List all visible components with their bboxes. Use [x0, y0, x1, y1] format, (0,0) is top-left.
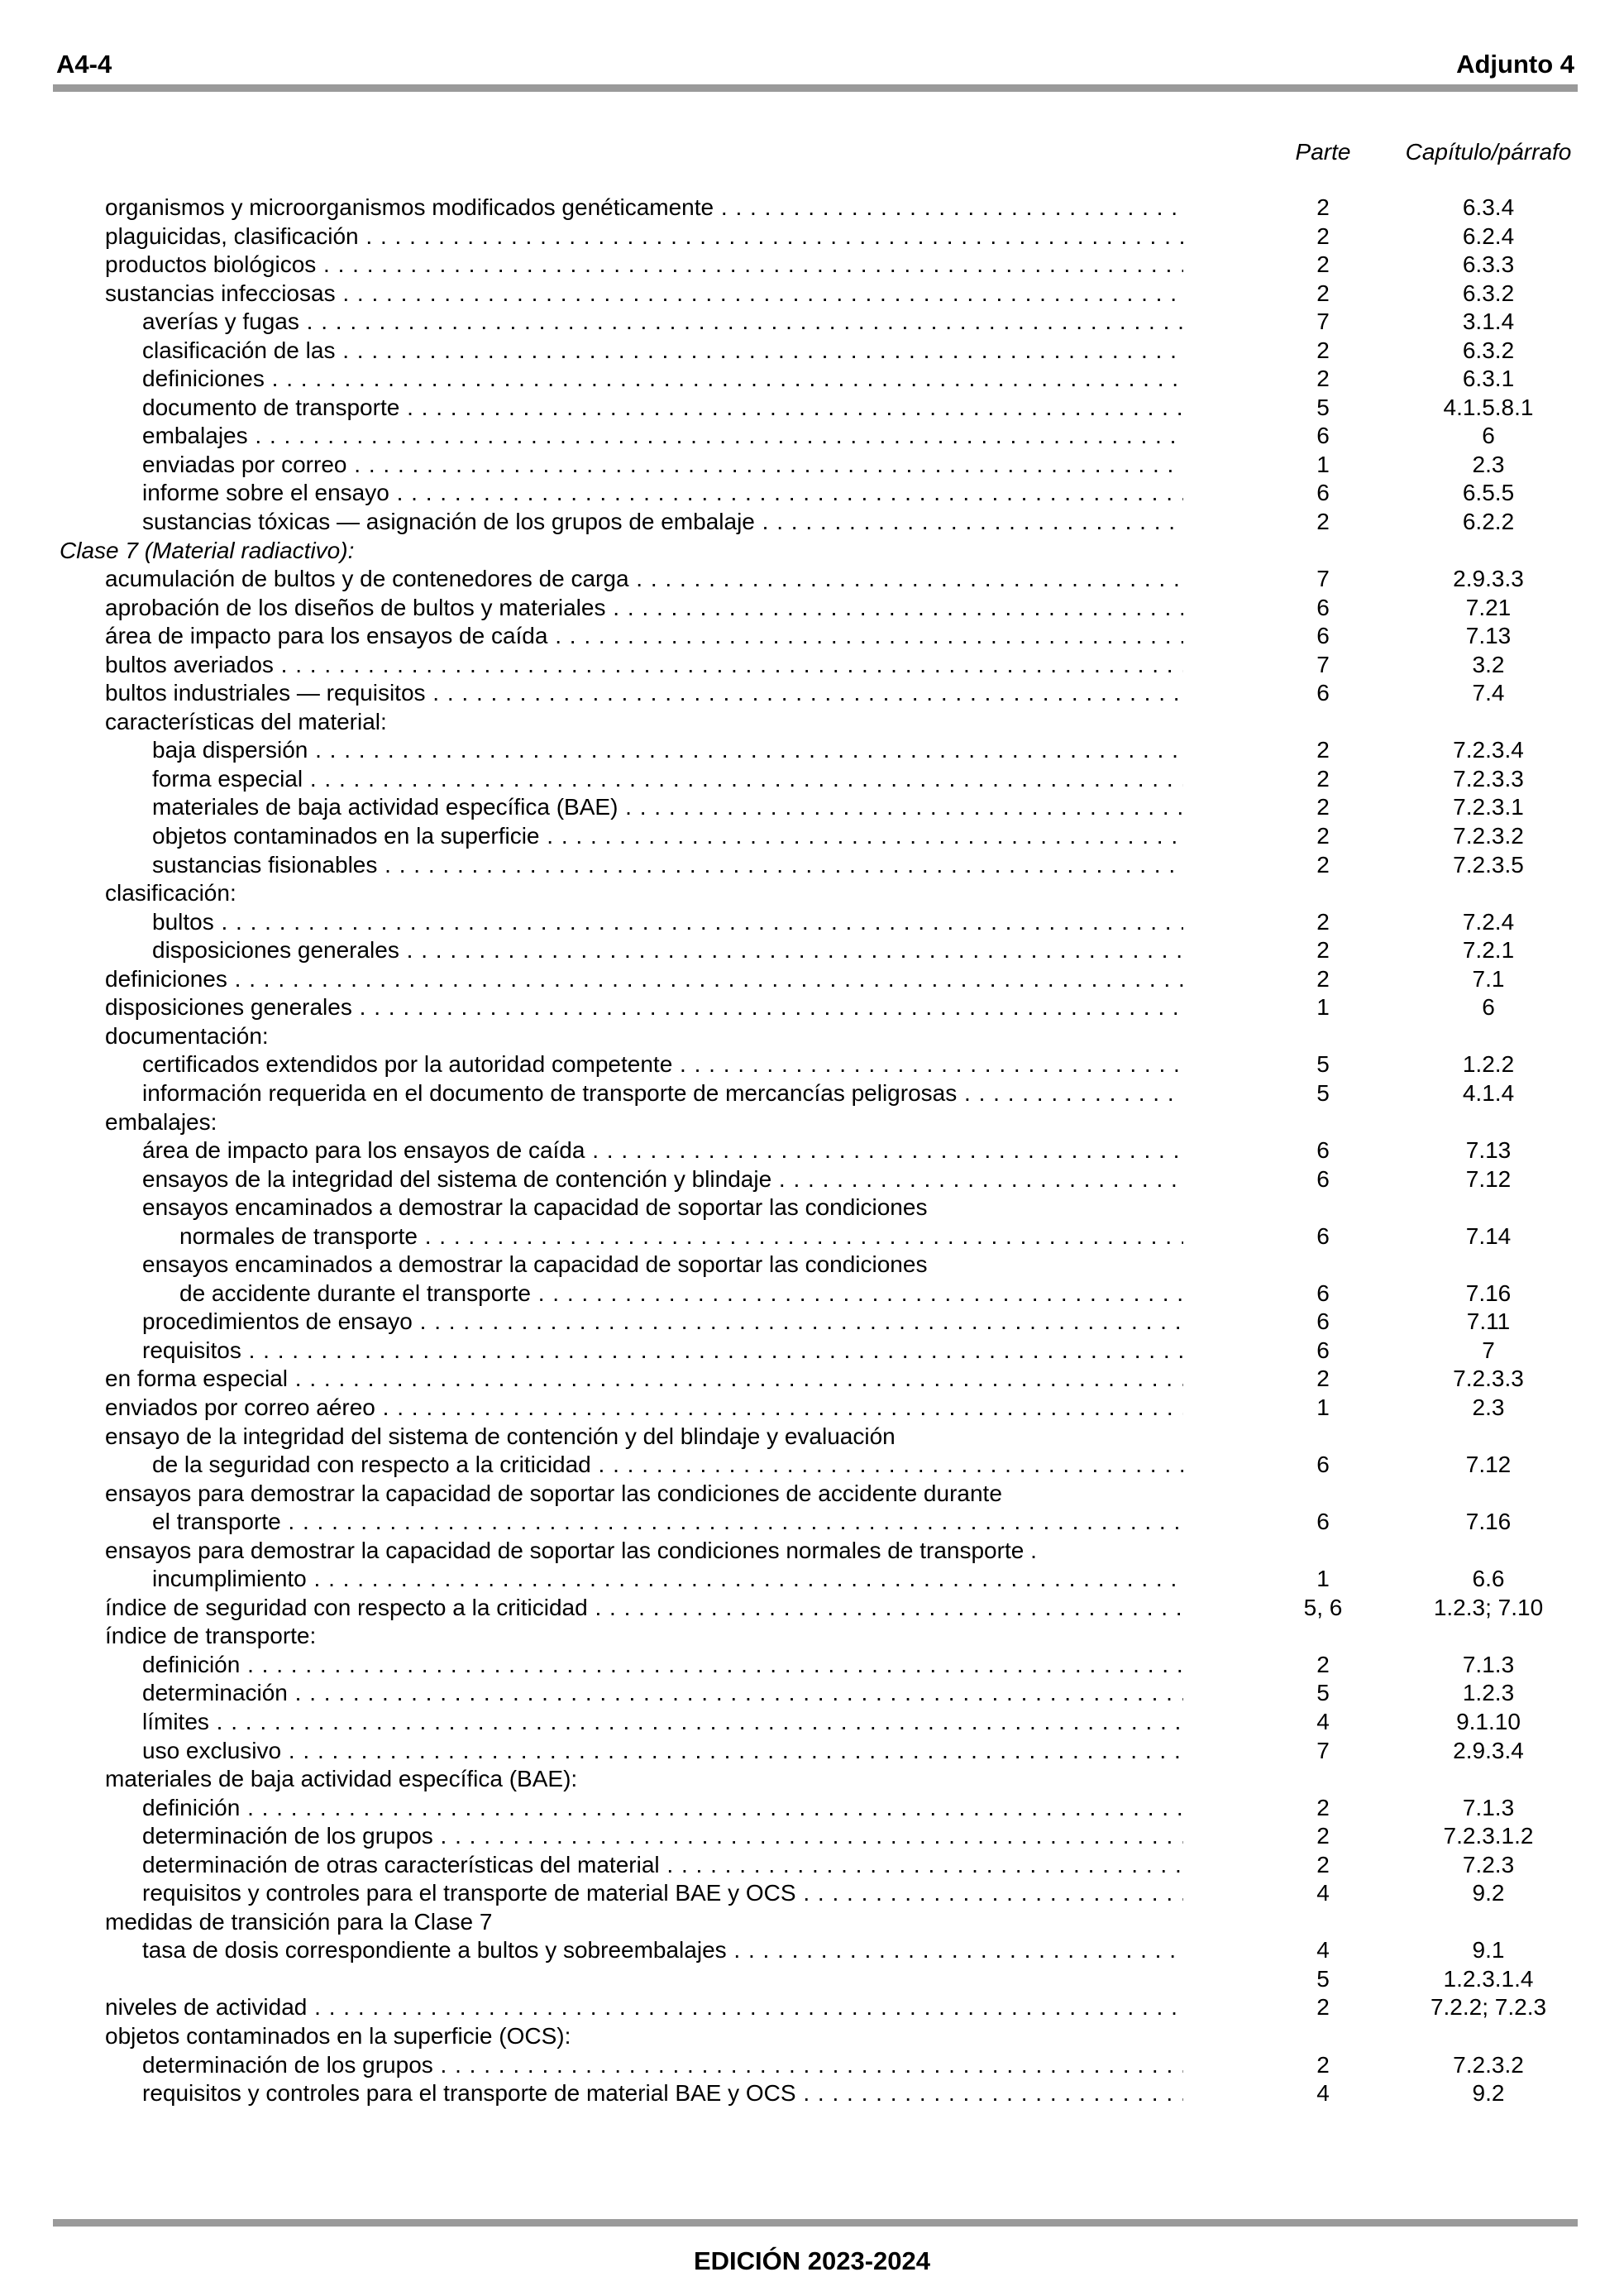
- index-entry: [0, 1537, 1624, 1566]
- entry-parte: 6: [1316, 1137, 1330, 1164]
- entry-parte: 5: [1316, 1680, 1330, 1706]
- entry-text: baja dispersión . . .: [152, 736, 1183, 765]
- index-entry: [0, 1879, 1624, 1908]
- entry-text: sustancias tóxicas — asignación de los grupos de embalaje . . .: [142, 508, 1183, 537]
- page-number: A4-4: [56, 50, 112, 79]
- entry-text: de la seguridad con respecto a la criticidad . . .: [152, 1451, 1183, 1480]
- index-entry: [0, 1193, 1624, 1222]
- entry-text: límites . . .: [142, 1708, 1183, 1737]
- index-entry: [0, 1993, 1624, 2022]
- entry-text: definición . . .: [142, 1794, 1183, 1823]
- index-entry: [0, 308, 1624, 337]
- entry-parte: 2: [1316, 1994, 1330, 2021]
- entry-text: acumulación de bultos y de contenedores de carga . . .: [105, 565, 1183, 594]
- entry-parte: 1: [1316, 451, 1330, 477]
- entry-parte: 6: [1316, 623, 1330, 649]
- entry-capitulo: 7.13: [1465, 623, 1512, 649]
- entry-text: sustancias fisionables . . .: [152, 851, 1183, 880]
- entry-capitulo: 3.1.4: [1462, 309, 1515, 335]
- entry-text: área de impacto para los ensayos de caída . . .: [105, 622, 1183, 651]
- index-entry: [0, 1050, 1624, 1079]
- entry-parte: 2: [1316, 765, 1330, 792]
- entry-text: determinación de los grupos . . .: [142, 1822, 1183, 1851]
- entry-text: ensayos encaminados a demostrar la capacidad de soportar las condiciones: [142, 1251, 928, 1278]
- entry-capitulo: 6.3.2: [1462, 337, 1515, 363]
- index-entry: [0, 537, 1624, 566]
- entry-parte: 1: [1316, 1566, 1330, 1592]
- entry-capitulo: 7.1: [1472, 965, 1505, 992]
- entry-parte: 2: [1316, 823, 1330, 849]
- entry-text: forma especial . . .: [152, 765, 1183, 794]
- index-entry: [0, 1908, 1624, 1937]
- entry-capitulo: 6: [1482, 423, 1495, 449]
- entry-text: bultos . . .: [152, 908, 1183, 937]
- entry-capitulo: 6.3.2: [1462, 280, 1515, 306]
- entry-parte: 6: [1316, 1280, 1330, 1306]
- entry-text: objetos contaminados en la superficie (OCS):: [105, 2023, 571, 2049]
- index-entry: [0, 2079, 1624, 2108]
- index-entry: [0, 1822, 1624, 1851]
- entry-text: ensayos de la integridad del sistema de contención y blindaje . . .: [142, 1165, 1183, 1194]
- entry-capitulo: 6.3.3: [1462, 251, 1515, 278]
- entry-text: normales de transporte . . .: [179, 1222, 1183, 1251]
- index-entry: [0, 451, 1624, 480]
- footer-rule: [53, 2219, 1578, 2227]
- entry-text: determinación de otras características del material . . .: [142, 1851, 1183, 1880]
- index-entry: [0, 1508, 1624, 1537]
- index-entry: [0, 394, 1624, 423]
- index-entry: [0, 736, 1624, 765]
- entry-text: información requerida en el documento de transporte de mercancías peligrosas . . .: [142, 1079, 1183, 1108]
- entry-capitulo: 7.2.1: [1462, 937, 1515, 964]
- entry-parte: 2: [1316, 908, 1330, 935]
- edition-footer: EDICIÓN 2023-2024: [693, 2246, 931, 2275]
- entry-parte: 7: [1316, 309, 1330, 335]
- entry-text: el transporte . . .: [152, 1508, 1183, 1537]
- entry-text: materiales de baja actividad específica (BAE) . . .: [152, 793, 1183, 822]
- entry-capitulo: 7.2.3.1.2: [1443, 1823, 1534, 1849]
- index-entry: [0, 622, 1624, 651]
- entry-text: incumplimiento . . .: [152, 1565, 1183, 1594]
- entry-capitulo: 7.16: [1465, 1509, 1512, 1535]
- entry-capitulo: 7.2.3: [1462, 1851, 1515, 1877]
- index-entry: [0, 1365, 1624, 1394]
- index-entry: [0, 337, 1624, 366]
- entry-text: sustancias infecciosas . . .: [105, 280, 1183, 309]
- index-entry: [0, 222, 1624, 251]
- entry-text: documentación:: [105, 1022, 269, 1049]
- index-entry: [0, 1965, 1624, 1994]
- entry-text: certificados extendidos por la autoridad competente . . .: [142, 1050, 1183, 1079]
- entry-capitulo: 6.2.2: [1462, 509, 1515, 535]
- entry-parte: 5: [1316, 1079, 1330, 1106]
- entry-parte: 7: [1316, 651, 1330, 677]
- entry-text: área de impacto para los ensayos de caída . . .: [142, 1136, 1183, 1165]
- index-entry: [0, 1679, 1624, 1708]
- index-entry: [0, 993, 1624, 1022]
- entry-capitulo: 3.2: [1472, 651, 1505, 677]
- index-entry: [0, 1594, 1624, 1623]
- index-entry: [0, 679, 1624, 708]
- index-entry: [0, 765, 1624, 794]
- entry-capitulo: 4.1.5.8.1: [1443, 394, 1534, 420]
- entry-parte: 4: [1316, 1708, 1330, 1734]
- entry-text: Clase 7 (Material radiactivo):: [60, 537, 355, 563]
- entry-capitulo: 6.6: [1472, 1566, 1505, 1592]
- entry-parte: 4: [1316, 2080, 1330, 2107]
- entry-parte: 1: [1316, 1394, 1330, 1420]
- entry-parte: 2: [1316, 1366, 1330, 1392]
- entry-text: plaguicidas, clasificación . . .: [105, 222, 1183, 251]
- column-header-parte: Parte: [1295, 139, 1351, 165]
- entry-capitulo: 7.2.3.4: [1453, 737, 1524, 763]
- entry-text: ensayos para demostrar la capacidad de soportar las condiciones normales de transporte .: [105, 1537, 1037, 1563]
- entry-capitulo: 7.2.4: [1462, 908, 1515, 935]
- index-entry: [0, 822, 1624, 851]
- entry-parte: 5, 6: [1303, 1594, 1343, 1620]
- entry-text: embalajes . . .: [142, 422, 1183, 451]
- entry-parte: 6: [1316, 423, 1330, 449]
- index-entry: [0, 936, 1624, 965]
- index-entry: [0, 1708, 1624, 1737]
- entry-text: determinación . . .: [142, 1679, 1183, 1708]
- entry-capitulo: 2.9.3.4: [1453, 1737, 1524, 1763]
- entry-text: definiciones . . .: [105, 965, 1183, 994]
- entry-capitulo: 7.2.2; 7.2.3: [1430, 1994, 1547, 2021]
- index-entry: [0, 251, 1624, 280]
- index-entry: [0, 651, 1624, 680]
- index-entry: [0, 1936, 1624, 1965]
- entry-capitulo: 7.12: [1465, 1452, 1512, 1478]
- index-entry: [0, 1022, 1624, 1051]
- entry-capitulo: 1.2.2: [1462, 1051, 1515, 1078]
- entry-capitulo: 7.2.3.5: [1453, 851, 1524, 878]
- entry-parte: 2: [1316, 366, 1330, 392]
- entry-parte: 4: [1316, 1880, 1330, 1906]
- index-entry: [0, 1480, 1624, 1509]
- entry-capitulo: 2.3: [1472, 451, 1505, 477]
- index-entry: [0, 1337, 1624, 1366]
- entry-parte: 6: [1316, 1337, 1330, 1363]
- entry-parte: 6: [1316, 1222, 1330, 1249]
- entry-parte: 5: [1316, 394, 1330, 420]
- index-entry: [0, 1251, 1624, 1280]
- section-title: Adjunto 4: [1456, 50, 1574, 79]
- entry-text: uso exclusivo . . .: [142, 1737, 1183, 1766]
- entry-text: requisitos . . .: [142, 1337, 1183, 1366]
- entry-capitulo: 1.2.3.1.4: [1443, 1965, 1534, 1992]
- index-entry: [0, 280, 1624, 309]
- index-entry: [0, 194, 1624, 222]
- entry-capitulo: 7.2.3.2: [1453, 823, 1524, 849]
- entry-capitulo: 6: [1482, 994, 1495, 1021]
- index-entry: [0, 1451, 1624, 1480]
- entry-capitulo: 6.2.4: [1462, 222, 1515, 249]
- entry-capitulo: 9.1.10: [1456, 1708, 1521, 1734]
- index-entry: [0, 1136, 1624, 1165]
- index-entry: [0, 1108, 1624, 1137]
- entry-text: medidas de transición para la Clase 7: [105, 1908, 493, 1935]
- entry-text: requisitos y controles para el transporte de material BAE y OCS . . .: [142, 2079, 1183, 2108]
- entry-text: en forma especial . . .: [105, 1365, 1183, 1394]
- entry-capitulo: 7.1.3: [1462, 1794, 1515, 1820]
- entry-capitulo: 6.3.1: [1462, 366, 1515, 392]
- entry-capitulo: 6.3.4: [1462, 194, 1515, 220]
- entry-parte: 6: [1316, 594, 1330, 620]
- entry-capitulo: 7.2.3.2: [1453, 2051, 1524, 2078]
- entry-parte: 2: [1316, 222, 1330, 249]
- entry-text: ensayos para demostrar la capacidad de soportar las condiciones de accidente durante: [105, 1480, 1002, 1506]
- entry-capitulo: 9.1: [1472, 1937, 1505, 1964]
- index-entry: [0, 1565, 1624, 1594]
- index-entry: [0, 2022, 1624, 2051]
- entry-parte: 6: [1316, 680, 1330, 706]
- entry-capitulo: 2.3: [1472, 1394, 1505, 1420]
- entry-capitulo: 7.2.3.3: [1453, 1366, 1524, 1392]
- entry-capitulo: 7.1.3: [1462, 1651, 1515, 1677]
- entry-text: bultos industriales — requisitos . . .: [105, 679, 1183, 708]
- entry-parte: 4: [1316, 1937, 1330, 1964]
- entry-text: disposiciones generales . . .: [105, 993, 1183, 1022]
- entry-capitulo: 7.13: [1465, 1137, 1512, 1164]
- entry-capitulo: 9.2: [1472, 2080, 1505, 2107]
- entry-parte: 7: [1316, 566, 1330, 592]
- entry-parte: 2: [1316, 1794, 1330, 1820]
- entry-text: definición . . .: [142, 1651, 1183, 1680]
- column-header-capitulo: Capítulo/párrafo: [1405, 139, 1572, 165]
- entry-text: informe sobre el ensayo . . .: [142, 479, 1183, 508]
- entry-parte: 5: [1316, 1965, 1330, 1992]
- entry-capitulo: 7.21: [1465, 594, 1512, 620]
- entry-capitulo: 7.14: [1465, 1222, 1512, 1249]
- entry-text: bultos averiados . . .: [105, 651, 1183, 680]
- entry-capitulo: 7.4: [1472, 680, 1505, 706]
- entry-capitulo: 7.12: [1465, 1165, 1512, 1192]
- entry-parte: 6: [1316, 1452, 1330, 1478]
- entry-parte: 2: [1316, 194, 1330, 220]
- entry-capitulo: 6.5.5: [1462, 480, 1515, 506]
- index-entries: [0, 194, 1624, 2108]
- entry-capitulo: 1.2.3: [1462, 1680, 1515, 1706]
- entry-capitulo: 9.2: [1472, 1880, 1505, 1906]
- entry-parte: 1: [1316, 994, 1330, 1021]
- index-entry: [0, 1423, 1624, 1452]
- entry-text: materiales de baja actividad específica (BAE):: [105, 1766, 578, 1792]
- index-entry: [0, 1622, 1624, 1651]
- entry-capitulo: 7.11: [1466, 1308, 1511, 1335]
- entry-text: productos biológicos . . .: [105, 251, 1183, 280]
- entry-parte: 2: [1316, 794, 1330, 820]
- entry-capitulo: 7.2.3.1: [1453, 794, 1524, 820]
- index-entry: [0, 1737, 1624, 1766]
- entry-text: clasificación:: [105, 880, 236, 906]
- entry-parte: 2: [1316, 1823, 1330, 1849]
- index-entry: [0, 365, 1624, 394]
- entry-text: documento de transporte . . .: [142, 394, 1183, 423]
- index-entry: [0, 565, 1624, 594]
- entry-text: averías y fugas . . .: [142, 308, 1183, 337]
- entry-text: niveles de actividad . . .: [105, 1993, 1183, 2022]
- index-entry: [0, 1308, 1624, 1337]
- entry-parte: 2: [1316, 937, 1330, 964]
- index-entry: [0, 708, 1624, 737]
- entry-text: definiciones . . .: [142, 365, 1183, 394]
- entry-parte: 2: [1316, 2051, 1330, 2078]
- entry-text: clasificación de las . . .: [142, 337, 1183, 366]
- entry-parte: 2: [1316, 965, 1330, 992]
- index-entry: [0, 479, 1624, 508]
- header-rule: [53, 84, 1578, 92]
- index-entry: [0, 1165, 1624, 1194]
- entry-parte: 2: [1316, 509, 1330, 535]
- index-entry: [0, 508, 1624, 537]
- index-entry: [0, 965, 1624, 994]
- entry-text: objetos contaminados en la superficie . . .: [152, 822, 1183, 851]
- entry-text: de accidente durante el transporte . . .: [179, 1280, 1183, 1308]
- entry-parte: 2: [1316, 737, 1330, 763]
- entry-parte: 2: [1316, 337, 1330, 363]
- entry-parte: 2: [1316, 851, 1330, 878]
- entry-text: determinación de los grupos . . .: [142, 2051, 1183, 2080]
- entry-capitulo: 2.9.3.3: [1453, 566, 1524, 592]
- index-entry: [0, 1222, 1624, 1251]
- entry-text: enviadas por correo . . .: [142, 451, 1183, 480]
- index-entry: [0, 1079, 1624, 1108]
- index-entry: [0, 1394, 1624, 1423]
- entry-text: ensayo de la integridad del sistema de contención y del blindaje y evaluación: [105, 1423, 896, 1449]
- entry-parte: 7: [1316, 1737, 1330, 1763]
- index-entry: [0, 793, 1624, 822]
- entry-text: aprobación de los diseños de bultos y materiales . . .: [105, 594, 1183, 623]
- entry-parte: 5: [1316, 1051, 1330, 1078]
- entry-capitulo: 7.16: [1465, 1280, 1512, 1306]
- entry-capitulo: 1.2.3; 7.10: [1433, 1594, 1544, 1620]
- entry-text: índice de transporte:: [105, 1623, 317, 1649]
- entry-text: ensayos encaminados a demostrar la capacidad de soportar las condiciones: [142, 1194, 928, 1221]
- index-entry: [0, 1280, 1624, 1308]
- entry-parte: 2: [1316, 280, 1330, 306]
- entry-capitulo: 7: [1482, 1337, 1495, 1363]
- entry-parte: 6: [1316, 1308, 1330, 1335]
- index-entry: [0, 1794, 1624, 1823]
- entry-text: características del material:: [105, 708, 387, 734]
- entry-text: tasa de dosis correspondiente a bultos y sobreembalajes . . .: [142, 1936, 1183, 1965]
- entry-text: enviados por correo aéreo . . .: [105, 1394, 1183, 1423]
- index-entry: [0, 2051, 1624, 2080]
- entry-text: procedimientos de ensayo . . .: [142, 1308, 1183, 1337]
- entry-parte: 2: [1316, 1651, 1330, 1677]
- index-entry: [0, 594, 1624, 623]
- entry-text: organismos y microorganismos modificados genéticamente . . .: [105, 194, 1183, 222]
- index-entry: [0, 851, 1624, 880]
- entry-capitulo: 4.1.4: [1462, 1079, 1515, 1106]
- entry-parte: 6: [1316, 1509, 1330, 1535]
- index-entry: [0, 1651, 1624, 1680]
- entry-parte: 6: [1316, 1165, 1330, 1192]
- index-entry: [0, 908, 1624, 937]
- index-entry: [0, 1851, 1624, 1880]
- index-entry: [0, 422, 1624, 451]
- entry-parte: 2: [1316, 251, 1330, 278]
- entry-text: requisitos y controles para el transporte de material BAE y OCS . . .: [142, 1879, 1183, 1908]
- entry-capitulo: 7.2.3.3: [1453, 765, 1524, 792]
- entry-text: embalajes:: [105, 1108, 217, 1135]
- entry-text: disposiciones generales . . .: [152, 936, 1183, 965]
- index-entry: [0, 1765, 1624, 1794]
- entry-parte: 2: [1316, 1851, 1330, 1877]
- index-entry: [0, 879, 1624, 908]
- entry-parte: 6: [1316, 480, 1330, 506]
- entry-text: índice de seguridad con respecto a la criticidad . . .: [105, 1594, 1183, 1623]
